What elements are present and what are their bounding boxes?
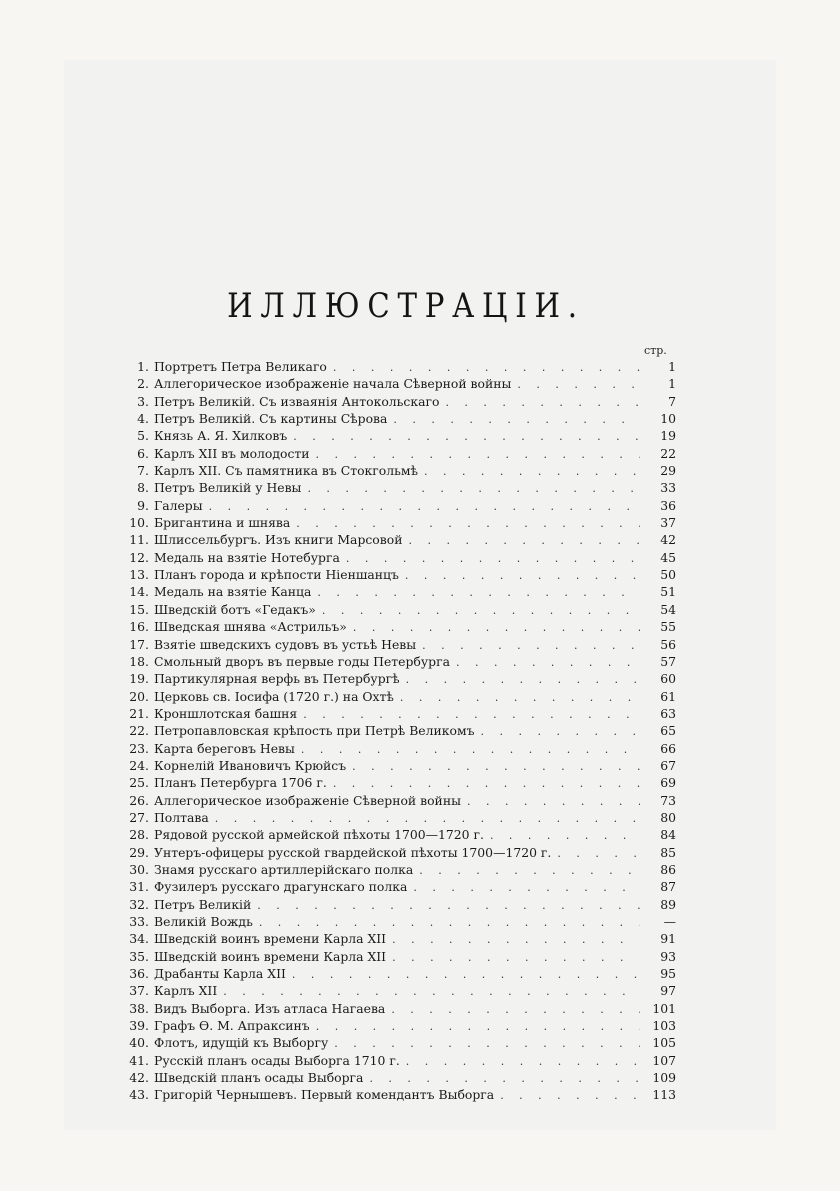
dot-leader xyxy=(293,428,640,445)
dot-leader xyxy=(316,446,640,463)
list-item xyxy=(128,809,676,826)
item-number: 22. xyxy=(129,723,149,739)
item-page-number: 63 xyxy=(660,705,676,721)
item-number: 36. xyxy=(129,966,149,982)
dot-leader xyxy=(392,949,640,966)
dot-leader xyxy=(317,584,640,601)
item-number: 43. xyxy=(129,1087,149,1103)
item-title: Смольный дворъ въ первые годы Петербурга xyxy=(154,653,450,669)
list-item xyxy=(128,1052,676,1069)
dot-leader xyxy=(307,480,640,497)
dot-leader xyxy=(369,1070,640,1087)
item-page-number: 97 xyxy=(660,983,676,999)
item-title: Планъ города и крѣпости Ніеншанцъ xyxy=(154,567,399,583)
list-item xyxy=(128,531,676,548)
list-item xyxy=(128,878,676,895)
list-item xyxy=(128,514,676,531)
item-page-number: 93 xyxy=(660,948,676,964)
list-item xyxy=(128,1086,676,1103)
item-number: 18. xyxy=(129,653,149,669)
item-page-number: 84 xyxy=(660,827,676,843)
dot-leader xyxy=(406,671,640,688)
dot-leader xyxy=(481,723,641,740)
item-page-number: 51 xyxy=(660,584,676,600)
item-title: Шведская шнява «Астрильъ» xyxy=(154,619,347,635)
dot-leader xyxy=(292,966,640,983)
list-item xyxy=(128,410,676,427)
dot-leader xyxy=(352,758,640,775)
list-item xyxy=(128,1017,676,1034)
item-page-number: 89 xyxy=(660,896,676,912)
item-page-number: 7 xyxy=(668,393,676,409)
dot-leader xyxy=(322,602,640,619)
dot-leader xyxy=(316,1018,640,1035)
item-number: 41. xyxy=(129,1052,149,1068)
dot-leader xyxy=(392,931,640,948)
item-title: Карлъ XII. Съ памятника въ Стокгольмѣ xyxy=(154,463,418,479)
list-item xyxy=(128,774,676,791)
item-number: 15. xyxy=(129,601,149,617)
item-title: Русскій планъ осады Выборга 1710 г. xyxy=(154,1052,400,1068)
item-title: Медаль на взятіе Нотебурга xyxy=(154,549,340,565)
page-title: ИЛЛЮСТРАЦІИ. xyxy=(227,286,585,326)
item-title: Князь А. Я. Хилковъ xyxy=(154,428,288,444)
item-number: 20. xyxy=(129,688,149,704)
dot-leader xyxy=(353,619,640,636)
item-number: 21. xyxy=(129,705,149,721)
item-title: Галеры xyxy=(154,497,203,513)
item-page-number: 67 xyxy=(660,757,676,773)
item-title: Шведскій воинъ времени Карла XII xyxy=(154,948,387,964)
item-number: 38. xyxy=(129,1000,149,1016)
dot-leader xyxy=(215,810,640,827)
item-title: Медаль на взятіе Канца xyxy=(154,584,312,600)
item-number: 8. xyxy=(137,480,149,496)
list-item xyxy=(128,740,676,757)
item-number: 42. xyxy=(129,1070,149,1086)
item-page-number: 54 xyxy=(660,601,676,617)
item-page-number: 66 xyxy=(660,740,676,756)
item-title: Петръ Великій xyxy=(154,896,252,912)
item-page-number: 87 xyxy=(660,879,676,895)
dot-leader xyxy=(517,376,640,393)
page-column-label: стр. xyxy=(644,344,667,357)
item-number: 25. xyxy=(129,775,149,791)
item-number: 7. xyxy=(137,463,149,479)
list-item xyxy=(128,982,676,999)
dot-leader xyxy=(301,741,640,758)
list-item xyxy=(128,601,676,618)
item-number: 31. xyxy=(129,879,149,895)
item-page-number: 56 xyxy=(660,636,676,652)
list-item xyxy=(128,705,676,722)
dot-leader xyxy=(333,359,640,376)
item-number: 14. xyxy=(129,584,149,600)
list-item xyxy=(128,913,676,930)
item-page-number: 55 xyxy=(660,619,676,635)
list-item xyxy=(128,566,676,583)
list-item xyxy=(128,792,676,809)
item-page-number: 101 xyxy=(652,1000,676,1016)
item-title: Знамя русскаго артиллерійскаго полка xyxy=(154,861,414,877)
item-title: Карлъ XII xyxy=(154,983,218,999)
illustrations-list xyxy=(128,358,676,1104)
item-title: Полтава xyxy=(154,809,209,825)
item-title: Планъ Петербурга 1706 г. xyxy=(154,775,327,791)
item-title: Великій Вождь xyxy=(154,914,253,929)
item-title: Шлиссельбургъ. Изъ книги Марсовой xyxy=(154,532,403,548)
list-item xyxy=(128,965,676,982)
list-item xyxy=(128,618,676,635)
item-title: Графъ Ѳ. М. Апраксинъ xyxy=(154,1018,310,1034)
list-item xyxy=(128,1069,676,1086)
item-title: Флотъ, идущій къ Выборгу xyxy=(154,1035,329,1051)
item-page-number: 57 xyxy=(660,653,676,669)
item-number: 35. xyxy=(129,948,149,964)
item-title: Карлъ XII въ молодости xyxy=(154,445,310,461)
item-page-number: 1 xyxy=(668,376,676,392)
item-page-number: 45 xyxy=(660,549,676,565)
item-title: Фузилеръ русскаго драгунскаго полка xyxy=(154,879,408,895)
item-number: 16. xyxy=(129,619,149,635)
list-item xyxy=(128,549,676,566)
item-number: 39. xyxy=(129,1018,149,1034)
item-number: 2. xyxy=(137,376,149,392)
dot-leader xyxy=(419,862,640,879)
list-item xyxy=(128,948,676,965)
item-page-number: 95 xyxy=(660,966,676,982)
item-page-number: 109 xyxy=(652,1070,676,1086)
dot-leader xyxy=(223,983,640,1000)
dot-leader xyxy=(406,1053,640,1070)
item-page-number: 50 xyxy=(660,567,676,583)
list-item xyxy=(128,844,676,861)
item-page-number: — xyxy=(663,914,676,929)
item-number: 23. xyxy=(129,740,149,756)
item-page-number: 85 xyxy=(660,844,676,860)
item-title: Кроншлотская башня xyxy=(154,705,298,721)
item-number: 1. xyxy=(137,359,149,374)
dot-leader xyxy=(391,1001,640,1018)
item-page-number: 61 xyxy=(660,688,676,704)
item-number: 37. xyxy=(129,983,149,999)
list-item xyxy=(128,896,676,913)
dot-leader xyxy=(490,827,640,844)
item-title: Петръ Великій. Съ картины Сѣрова xyxy=(154,411,388,427)
item-page-number: 65 xyxy=(660,723,676,739)
dot-leader xyxy=(296,515,640,532)
item-title: Петръ Великій у Невы xyxy=(154,480,302,496)
dot-leader xyxy=(333,775,640,792)
dot-leader xyxy=(456,654,640,671)
item-number: 40. xyxy=(129,1035,149,1051)
item-page-number: 107 xyxy=(652,1052,676,1068)
item-page-number: 22 xyxy=(660,445,676,461)
item-page-number: 86 xyxy=(660,861,676,877)
item-title: Рядовой русской армейской пѣхоты 1700—1720 г. xyxy=(154,827,484,843)
item-number: 4. xyxy=(137,411,149,427)
item-title: Аллегорическое изображеніе начала Сѣверной войны xyxy=(154,376,512,392)
item-page-number: 73 xyxy=(660,792,676,808)
item-page-number: 105 xyxy=(652,1035,676,1051)
item-page-number: 80 xyxy=(660,809,676,825)
dot-leader xyxy=(209,498,640,515)
item-number: 3. xyxy=(137,393,149,409)
item-page-number: 10 xyxy=(660,411,676,427)
item-title: Взятіе шведскихъ судовъ въ устьѣ Невы xyxy=(154,636,417,652)
item-title: Шведскій воинъ времени Карла XII xyxy=(154,931,387,947)
item-title: Петропавловская крѣпость при Петрѣ Великомъ xyxy=(154,723,475,739)
item-page-number: 33 xyxy=(660,480,676,496)
item-page-number: 69 xyxy=(660,775,676,791)
dot-leader xyxy=(557,845,640,862)
list-item xyxy=(128,497,676,514)
item-page-number: 1 xyxy=(668,359,676,374)
item-number: 29. xyxy=(129,844,149,860)
list-item xyxy=(128,358,676,375)
item-page-number: 19 xyxy=(660,428,676,444)
dot-leader xyxy=(500,1087,640,1104)
item-title: Драбанты Карла XII xyxy=(154,966,286,982)
dot-leader xyxy=(334,1035,640,1052)
item-number: 30. xyxy=(129,861,149,877)
dot-leader xyxy=(303,706,640,723)
dot-leader xyxy=(467,793,640,810)
list-item xyxy=(128,688,676,705)
item-title: Григорій Чернышевъ. Первый комендантъ Выборга xyxy=(154,1087,495,1103)
item-number: 17. xyxy=(129,636,149,652)
item-page-number: 103 xyxy=(652,1018,676,1034)
item-page-number: 36 xyxy=(660,497,676,513)
dot-leader xyxy=(405,567,640,584)
item-title: Карта береговъ Невы xyxy=(154,740,295,756)
item-number: 12. xyxy=(129,549,149,565)
item-number: 5. xyxy=(137,428,149,444)
list-item xyxy=(128,462,676,479)
dot-leader xyxy=(393,411,640,428)
dot-leader xyxy=(400,689,640,706)
item-title: Петръ Великій. Съ изваянія Антокольскаго xyxy=(154,393,440,409)
item-number: 33. xyxy=(129,914,149,929)
list-item xyxy=(128,722,676,739)
dot-leader xyxy=(257,897,640,914)
list-item xyxy=(128,1034,676,1051)
item-title: Партикулярная верфь въ Петербургѣ xyxy=(154,671,400,687)
item-title: Унтеръ-офицеры русской гвардейской пѣхоты 1700—1720 г. xyxy=(154,844,552,860)
item-page-number: 91 xyxy=(660,931,676,947)
item-number: 26. xyxy=(129,792,149,808)
item-number: 34. xyxy=(129,931,149,947)
list-item xyxy=(128,636,676,653)
item-page-number: 113 xyxy=(652,1087,676,1103)
list-item xyxy=(128,583,676,600)
dot-leader xyxy=(346,550,640,567)
dot-leader xyxy=(445,394,640,411)
item-number: 28. xyxy=(129,827,149,843)
dot-leader xyxy=(422,637,640,654)
list-item xyxy=(128,445,676,462)
list-item xyxy=(128,653,676,670)
item-number: 13. xyxy=(129,567,149,583)
item-number: 11. xyxy=(129,532,149,548)
list-item xyxy=(128,826,676,843)
dot-leader xyxy=(259,914,640,931)
item-title: Бригантина и шнява xyxy=(154,515,291,531)
item-number: 19. xyxy=(129,671,149,687)
item-number: 6. xyxy=(137,445,149,461)
list-item xyxy=(128,1000,676,1017)
item-title: Корнелій Ивановичъ Крюйсъ xyxy=(154,757,347,773)
item-page-number: 37 xyxy=(660,515,676,531)
item-title: Церковь св. Іосифа (1720 г.) на Охтѣ xyxy=(154,688,394,704)
list-item xyxy=(128,393,676,410)
list-item xyxy=(128,930,676,947)
dot-leader xyxy=(413,879,640,896)
list-item xyxy=(128,427,676,444)
item-title: Видъ Выборга. Изъ атласа Нагаева xyxy=(154,1000,386,1016)
item-title: Шведскій планъ осады Выборга xyxy=(154,1070,364,1086)
dot-leader xyxy=(408,532,640,549)
list-item xyxy=(128,479,676,496)
item-page-number: 60 xyxy=(660,671,676,687)
item-number: 9. xyxy=(137,497,149,513)
item-number: 24. xyxy=(129,757,149,773)
item-number: 27. xyxy=(129,809,149,825)
list-item xyxy=(128,757,676,774)
list-item xyxy=(128,861,676,878)
item-number: 32. xyxy=(129,896,149,912)
item-title: Аллегорическое изображеніе Сѣверной войны xyxy=(154,792,461,808)
item-page-number: 29 xyxy=(660,463,676,479)
item-number: 10. xyxy=(129,515,149,531)
item-title: Портретъ Петра Великаго xyxy=(154,359,327,374)
list-item xyxy=(128,375,676,392)
item-title: Шведскій ботъ «Гедакъ» xyxy=(154,601,316,617)
list-item xyxy=(128,670,676,687)
dot-leader xyxy=(424,463,640,480)
item-page-number: 42 xyxy=(660,532,676,548)
